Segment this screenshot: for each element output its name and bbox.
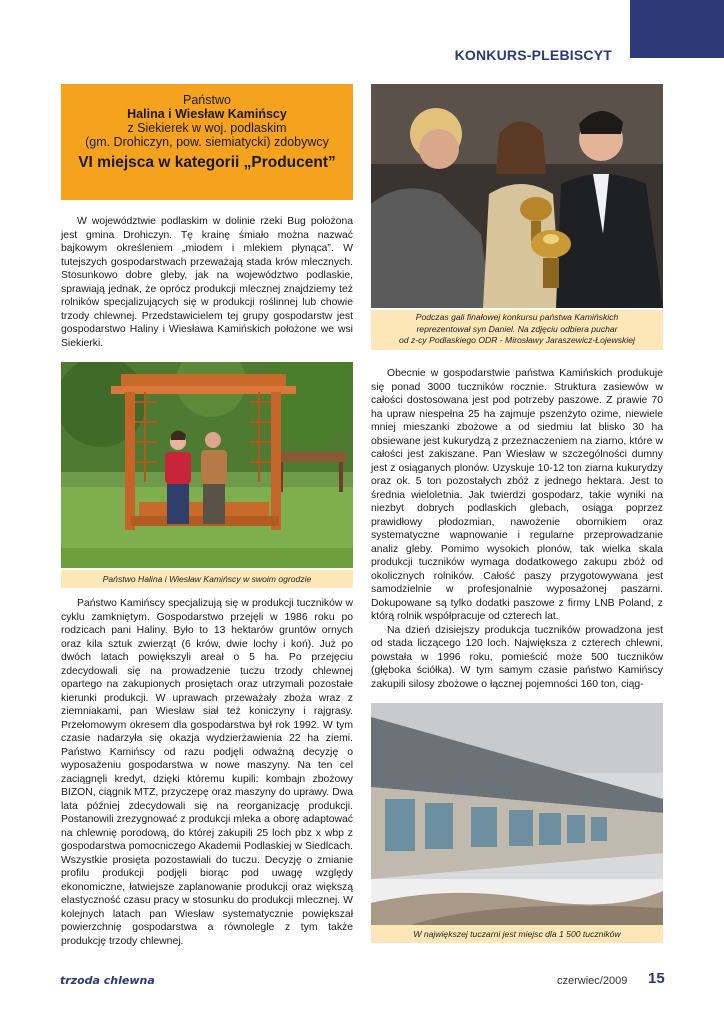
issue-date: czerwiec/2009 (557, 975, 628, 987)
section-label: KONKURS-PLEBISCYT (454, 47, 612, 63)
left-main-text (61, 597, 353, 948)
intro-award-title: VI miejsca w kategorii „Producent” (78, 154, 336, 171)
barn-photo-image (371, 703, 663, 925)
barn-photo-caption: W największej tuczarni jest miejsc dla 1 500 tuczników (371, 925, 663, 943)
page-number: 15 (648, 970, 665, 987)
right-paragraph-2: Na dzień dzisiejszy produkcja tuczników prowadzona jest od stada liczącego 120 loch. Największa z czterech chlewni, powstała w 1996 roku, pomieścić może 500 tuczników (głęboka ściółka). W tym samym czasie państwo Kamińscy zakupili silosy zbożowe o łącznej pojemności 160 ton, ciąg- (371, 624, 663, 690)
trophy-caption-line-3: od z-cy Podlaskiego ODR - Mirosławy Jaraszewicz-Łojewskiej (399, 335, 635, 345)
intro-names: Halina i Wiesław Kamińscy (127, 107, 287, 121)
barn-photo (371, 703, 663, 925)
trophy-photo (371, 84, 663, 308)
trophy-caption-line-1: Podczas gali finałowej konkursu państwa Kamińskich (415, 312, 619, 322)
trophy-caption-line-2: reprezentował syn Daniel. Na zdjęciu odbiera puchar (416, 323, 618, 334)
corner-accent-block (630, 0, 724, 58)
trophy-photo-image (371, 84, 663, 308)
garden-photo-image (61, 362, 353, 568)
trophy-photo-caption (371, 310, 663, 350)
garden-photo (61, 362, 353, 568)
left-paragraph-1: W województwie podlaskim w dolinie rzeki Bug położona jest gmina Drohiczyn. Tę krainę śmiało można nazwać bajkowym określeniem „miodem i mlekiem płynąca”. W tutejszych gospodarstwach przeważają stada krów mlecznych. Stosunkowo dobre gleby, jak na województwo podlaskie, sprawiają jednak, że oprócz produkcji mlecznej znajdziemy też rolników specjalizujących się w produkcji roślinnej lub chowie trzody chlewnej. Przedstawicielem tej grupy gospodarstw jest gospodarstwo Haliny i Wiesława Kamińskich położone we wsi Siekierki. (61, 216, 353, 349)
intro-district: (gm. Drohiczyn, pow. siemiatycki) zdobywcy (85, 135, 329, 149)
intro-location: z Siekierek w woj. podlaskim (127, 121, 287, 135)
garden-photo-caption: Państwo Halina i Wiesław Kamińscy w swoim ogrodzie (61, 570, 353, 588)
right-main-text (371, 367, 663, 691)
intro-box (61, 84, 353, 200)
magazine-logo: trzoda chlewna (60, 974, 155, 987)
intro-line-1: Państwo (183, 93, 231, 107)
left-paragraph-2: Państwo Kamińscy specjalizują się w produkcji tuczników w cyklu zamkniętym. Gospodarstwo przejęli w 1986 roku po rodzicach pani Haliny. Było to 13 hektarów gruntów ornych oraz kila sztuk zwierząt (6 krów, dwie lochy i koń). Już po dwóch latach powiększyli areał o 5 ha. Po przejęciu zdecydowali się na prowadzenie tuczu trzody chlewnej opartego na zakupionych prosiętach oraz utrzymali pozostałe kierunki produkcji. W uprawach przeważały zboża wraz z ziemniakami, pan Wiesław siał też koniczyny i rajgrasy. Przełomowym okresem dla gospodarstwa był rok 1992. W tym czasie nadarzyła się okazja wydzierżawienia 22 ha ziemi. Państwo Kamińscy od razu podjęli odważną decyzję o wyposażeniu gospodarstwa w nowe maszyny. Na ten cel zaciągnęli kredyt, dzięki któremu kupili: kombajn zbożowy BIZON, ciągnik MTZ, przyczepę oraz maszyny do uprawy. Dwa lata później zdecydowali się na reorganizację produkcji. Postanowili zrezygnować z produkcji mleka a oborę adaptować na chlewnię porodową, do której zakupili 25 loch pbz x wbp z gospodarstwa pomocniczego Akademii Podlaskiej w Siedlcach. Wszystkie prosięta pozostawiali do tuczu. Decyzję o zmianie profilu produkcji podjęli biorąc pod uwagę względy ekonomiczne, łatwiejsze zaplanowanie produkcji oraz większą elastyczność czasu pracy w stosunku do produkcji mlecznej. W kolejnych latach pan Wiesław systematycznie powiększał powierzchnię gospodarstwa a równolegle z tym także produkcję trzody chlewnej. (61, 598, 353, 947)
right-paragraph-1: Obecnie w gospodarstwie państwa Kamińskich produkuje się ponad 3000 tuczników rocznie. Struktura zasiewów w całości dostosowana jest pod potrzeby paszowe. Z prawie 70 ha upraw niespełna 25 ha zajmuje pszenżyto ozime, niewiele mniej mieszanki zbożowe a od siedmiu lat blisko 30 ha obsiewane jest kukurydzą z przeznaczeniem na ziarno, które w całości jest zakiszane. Pan Wiesław w szczególności dumny jest z osiąganych plonów. Uzyskuje 10-12 ton ziarna kukurydzy oraz ok. 5 ton pozostałych zbóż z jednego hektara. Jest to średnia wieloletnia. Jak twierdzi gospodarz, takie wyniki na niezbyt dobrych podlaskich glebach, osiąga poprzez prawidłowy płodozmian, nawożenie obornikiem oraz systematyczne wapnowanie i regularne przeprowadzanie analiz gleby. Pomimo wysokich plonów, tak wielka skala produkcji tuczników wymaga dodatkowego zakupu zbóż od okolicznych rolników. Całość paszy przygotowywana jest samodzielnie w profesjonalnie wyposażonej paszarni. Dokupowane są tylko dodatki paszowe z firmy LNB Poland, z którą rolnik współpracuje od czterech lat. (371, 368, 663, 622)
left-intro-text (61, 215, 353, 350)
